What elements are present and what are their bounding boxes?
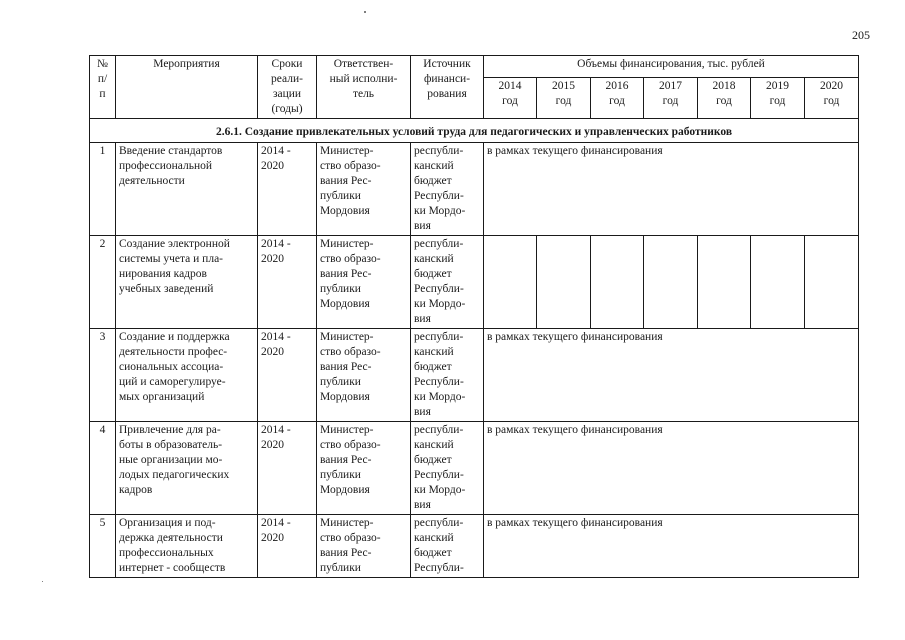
row-source: республи- канский бюджет Республи- ки Мордо- вия xyxy=(411,329,484,422)
section-title: 2.6.1. Создание привлекательных условий труда для педагогических и управленческих работников xyxy=(90,119,859,143)
table-row xyxy=(90,515,859,578)
scan-speck xyxy=(364,11,366,13)
row-executor: Министер- ство образо- вания Рес- публики Мордовия xyxy=(317,143,411,236)
header-year: 2014 год xyxy=(484,78,537,119)
row-funding: в рамках текущего финансирования xyxy=(484,515,859,578)
row-funding-2016 xyxy=(591,236,644,329)
header-year: 2019 год xyxy=(751,78,805,119)
table-row xyxy=(90,143,859,236)
header-source: Источник финанси- рования xyxy=(411,56,484,119)
row-num: 5 xyxy=(90,515,116,578)
row-executor: Министер- ство образо- вания Рес- публики xyxy=(317,515,411,578)
row-activity: Привлечение для ра- боты в образователь- ные организации мо- лодых педагогических кадров xyxy=(116,422,258,515)
row-num: 4 xyxy=(90,422,116,515)
row-executor: Министер- ство образо- вания Рес- публики Мордовия xyxy=(317,329,411,422)
row-num: 1 xyxy=(90,143,116,236)
header-year: 2016 год xyxy=(591,78,644,119)
row-period: 2014 - 2020 xyxy=(258,143,317,236)
row-funding-2019 xyxy=(751,236,805,329)
row-funding-2014 xyxy=(484,236,537,329)
table-row xyxy=(90,422,859,515)
header-year: 2020 год xyxy=(805,78,859,119)
row-num: 3 xyxy=(90,329,116,422)
row-funding: в рамках текущего финансирования xyxy=(484,422,859,515)
row-source: республи- канский бюджет Республи- xyxy=(411,515,484,578)
row-num: 2 xyxy=(90,236,116,329)
page-number: 205 xyxy=(852,28,870,42)
row-executor: Министер- ство образо- вания Рес- публики Мордовия xyxy=(317,422,411,515)
row-period: 2014 - 2020 xyxy=(258,515,317,578)
row-funding: в рамках текущего финансирования xyxy=(484,329,859,422)
header-year: 2017 год xyxy=(644,78,698,119)
section-row xyxy=(90,119,859,143)
header-year: 2018 год xyxy=(698,78,751,119)
header-num: № п/ п xyxy=(90,56,116,119)
row-source: республи- канский бюджет Республи- ки Мордо- вия xyxy=(411,236,484,329)
row-activity: Введение стандартов профессиональной деятельности xyxy=(116,143,258,236)
row-executor: Министер- ство образо- вания Рес- публики Мордовия xyxy=(317,236,411,329)
funding-plan-table xyxy=(89,55,859,578)
header-year: 2015 год xyxy=(537,78,591,119)
row-activity: Создание электронной системы учета и пла- нирования кадров учебных заведений xyxy=(116,236,258,329)
header-activity: Мероприятия xyxy=(116,56,258,119)
row-funding-2017 xyxy=(644,236,698,329)
row-period: 2014 - 2020 xyxy=(258,422,317,515)
table-row xyxy=(90,236,859,329)
header-funding: Объемы финансирования, тыс. рублей xyxy=(484,56,859,78)
row-period: 2014 - 2020 xyxy=(258,329,317,422)
row-funding: в рамках текущего финансирования xyxy=(484,143,859,236)
row-funding-2015 xyxy=(537,236,591,329)
row-activity: Создание и поддержка деятельности профес- сиональных ассоциа- ций и саморегулируе- мых организаций xyxy=(116,329,258,422)
row-source: республи- канский бюджет Республи- ки Мордо- вия xyxy=(411,422,484,515)
row-funding-2018 xyxy=(698,236,751,329)
table-row xyxy=(90,329,859,422)
row-funding-2020 xyxy=(805,236,859,329)
header-period: Сроки реали- зации (годы) xyxy=(258,56,317,119)
row-period: 2014 - 2020 xyxy=(258,236,317,329)
row-activity: Организация и под- держка деятельности профессиональных интернет - сообществ xyxy=(116,515,258,578)
scan-speck xyxy=(42,581,43,582)
header-executor: Ответствен- ный исполни- тель xyxy=(317,56,411,119)
row-source: республи- канский бюджет Республи- ки Мордо- вия xyxy=(411,143,484,236)
table-header-row xyxy=(90,56,859,78)
